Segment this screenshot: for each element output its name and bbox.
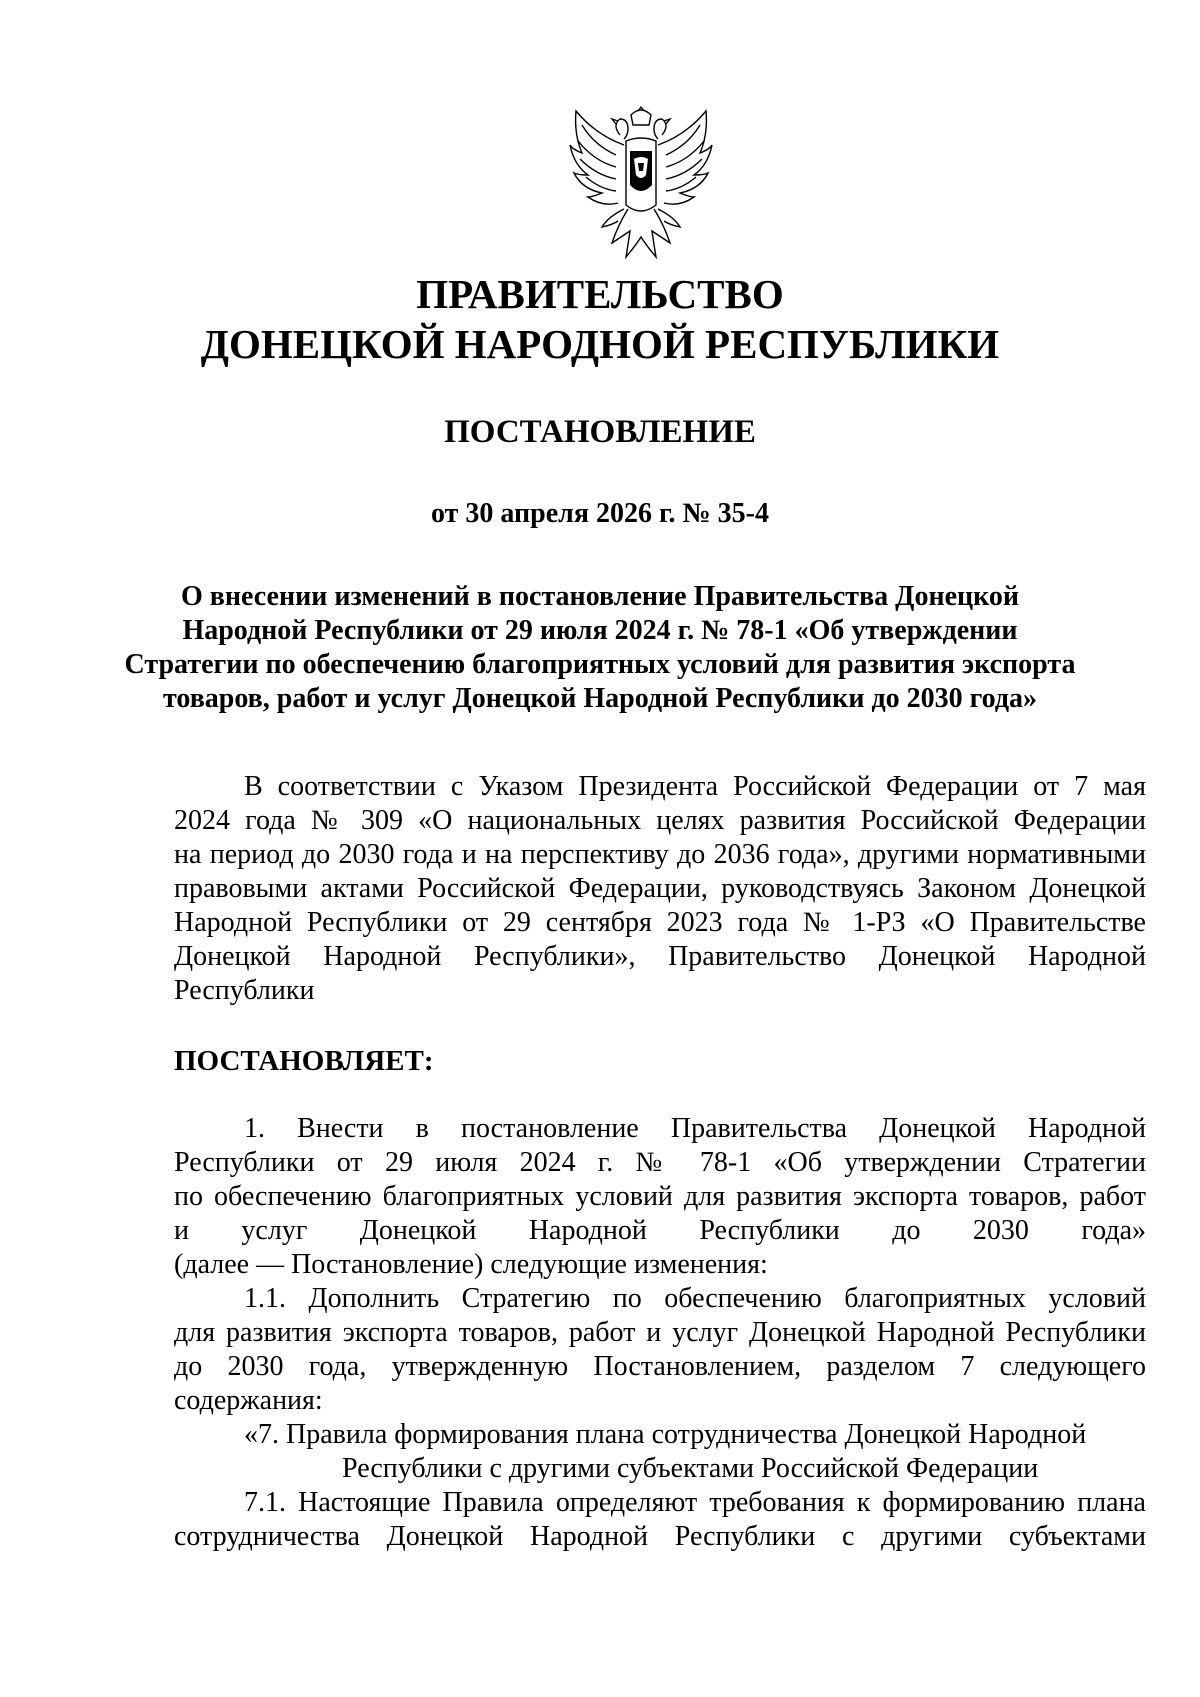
clause-1-1-line: содержания: <box>174 1385 323 1416</box>
document-date-number: от 30 апреля 2026 г. № 35-4 <box>430 498 770 529</box>
subject-line: товаров, работ и услуг Донецкой Народной Республики до 2030 года» <box>163 683 1037 714</box>
clause-1-1-line: 1.1. Дополнить Стратегию по обеспечению благоприятных условий <box>244 1283 1146 1314</box>
org-name-line-1: ПРАВИТЕЛЬСТВО <box>416 271 784 317</box>
org-name-line-2: ДОНЕЦКОЙ НАРОДНОЙ РЕСПУБЛИКИ <box>200 321 1000 367</box>
clause-1-line: и услуг Донецкой Народной Республики до 2030 года» <box>174 1215 1146 1246</box>
preamble-line: Донецкой Народной Республики», Правительство Донецкой Народной <box>174 941 1146 972</box>
clauses-block <box>174 1112 1146 1554</box>
clause-1-line: 1. Внести в постановление Правительства Донецкой Народной <box>244 1113 1146 1144</box>
clause-1-1-line: для развития экспорта товаров, работ и услуг Донецкой Народной Республики <box>174 1317 1146 1348</box>
subject-line: О внесении изменений в постановление Правительства Донецкой <box>180 581 1020 612</box>
preamble-line: 2024 года № 309 «О национальных целях развития Российской Федерации <box>174 805 1146 836</box>
clause-7-1-line: 7.1. Настоящие Правила определяют требования к формированию плана <box>244 1487 1146 1518</box>
section-7-heading-line-2: Республики с другими субъектами Российской Федерации <box>342 1453 1039 1484</box>
preamble-paragraph <box>174 770 1146 1008</box>
coat-of-arms-icon <box>568 105 714 270</box>
preamble-line: В соответствии с Указом Президента Российской Федерации от 7 мая <box>244 771 1146 802</box>
section-7-heading-line-1: «7. Правила формирования плана сотрудничества Донецкой Народной <box>244 1419 1087 1450</box>
clause-1-line: Республики от 29 июля 2024 г. № 78-1 «Об утверждении Стратегии <box>174 1147 1146 1178</box>
decree-word: ПОСТАНОВЛЯЕТ: <box>174 1045 434 1077</box>
preamble-line: Республики <box>174 975 315 1006</box>
document-type: ПОСТАНОВЛЕНИЕ <box>444 414 756 450</box>
clause-1-line: (далее — Постановление) следующие изменения: <box>174 1249 768 1280</box>
clause-7-1-line: сотрудничества Донецкой Народной Республики с другими субъектами <box>174 1521 1146 1552</box>
preamble-line: Народной Республики от 29 сентября 2023 года № 1-РЗ «О Правительстве <box>174 907 1146 938</box>
preamble-line: правовыми актами Российской Федерации, руководствуясь Законом Донецкой <box>174 873 1146 904</box>
preamble-line: на период до 2030 года и на перспективу до 2036 года», другими нормативными <box>174 839 1146 870</box>
subject-line: Стратегии по обеспечению благоприятных условий для развития экспорта <box>124 649 1076 680</box>
document-subject <box>0 580 1200 716</box>
clause-1-1-line: до 2030 года, утвержденную Постановлением, разделом 7 следующего <box>174 1351 1146 1382</box>
clause-1-line: по обеспечению благоприятных условий для развития экспорта товаров, работ <box>174 1181 1146 1212</box>
subject-line: Народной Республики от 29 июля 2024 г. № 78-1 «Об утверждении <box>182 615 1018 646</box>
